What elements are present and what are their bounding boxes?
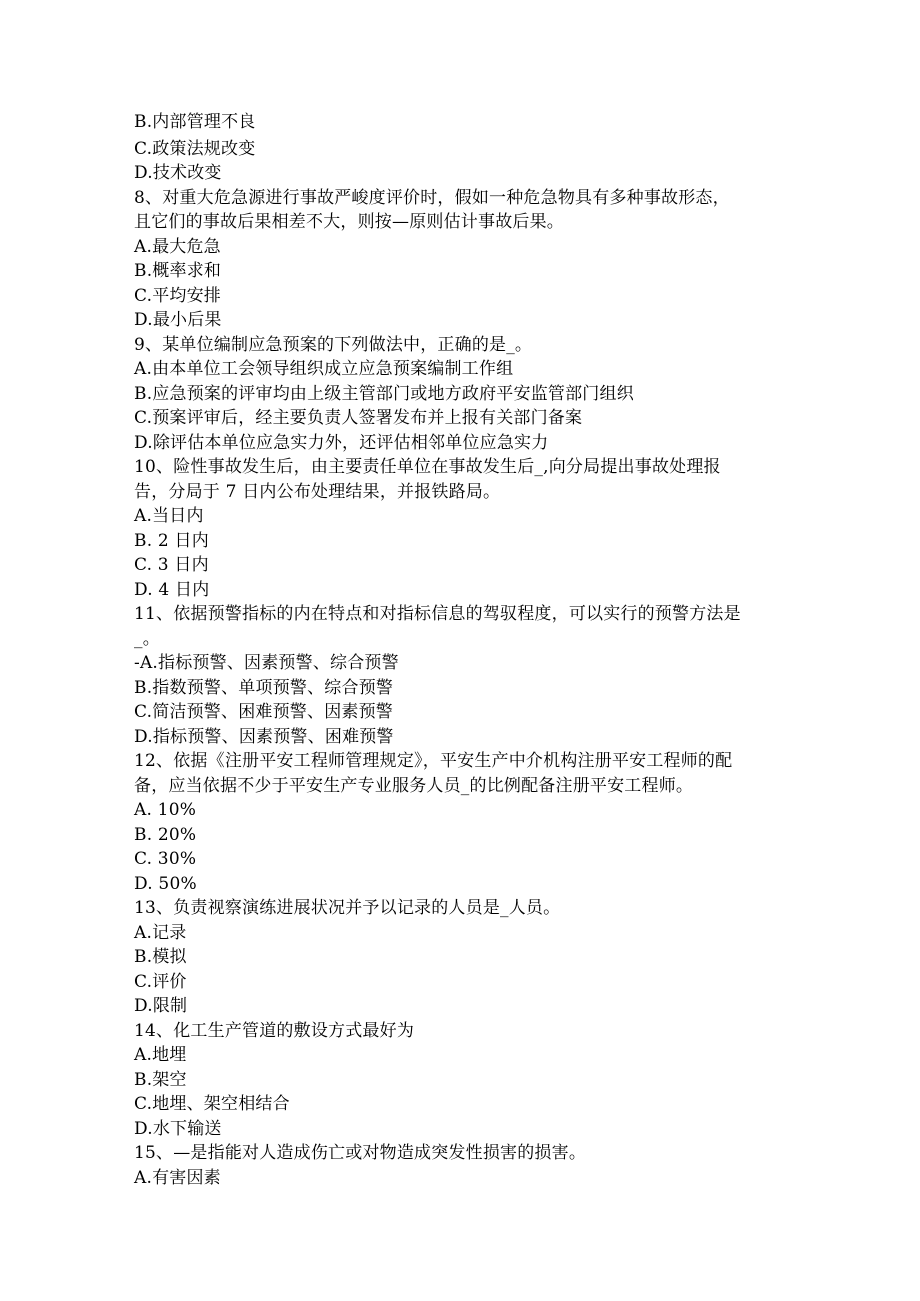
document-body <box>134 110 790 1190</box>
option-line: C.政策法规改变 <box>134 138 256 159</box>
option-line: D.最小后果 <box>134 310 222 330</box>
question-line: 12、依据《注册平安工程师管理规定》，平安生产中介机构注册平安工程师的配 <box>134 751 733 771</box>
option-line: B.概率求和 <box>134 261 222 281</box>
option-line: D. 50% <box>134 873 197 894</box>
option-line: D.除评估本单位应急实力外，还评估相邻单位应急实力 <box>134 432 549 453</box>
option-line: A.由本单位工会领导组织成立应急预案编制工作组 <box>134 359 514 379</box>
option-line: A.有害因素 <box>134 1167 221 1188</box>
option-line: A.最大危急 <box>134 236 221 257</box>
option-line: A. 10% <box>134 800 197 820</box>
option-line: C.预案评审后，经主要负责人签署发布并上报有关部门备案 <box>134 408 583 428</box>
option-line: D.技术改变 <box>134 163 222 183</box>
option-line: A.当日内 <box>134 506 204 526</box>
option-line: C. 30% <box>134 849 197 869</box>
question-line: _。 <box>134 628 160 649</box>
option-line: D.水下输送 <box>134 1118 222 1139</box>
option-line: D. 4 日内 <box>134 579 210 600</box>
question-line: 14、化工生产管道的敷设方式最好为 <box>134 1020 415 1041</box>
question-line: 10、险性事故发生后，由主要责任单位在事故发生后_,向分局提出事故处理报 <box>134 457 721 477</box>
option-line: C. 3 日内 <box>134 555 209 575</box>
option-line: C.评价 <box>134 971 187 992</box>
option-line: B. 20% <box>134 824 197 845</box>
option-line: C.地埋、架空相结合 <box>134 1094 290 1114</box>
option-line: D.指标预警、因素预警、困难预警 <box>134 726 394 747</box>
option-line: B.架空 <box>134 1069 187 1090</box>
question-line: 告，分局于 7 日内公布处理结果，并报铁路局。 <box>134 481 501 502</box>
option-line: D.限制 <box>134 996 188 1016</box>
option-line: B.应急预案的评审均由上级主管部门或地方政府平安监管部门组织 <box>134 383 634 404</box>
option-line: B.指数预警、单项预警、综合预警 <box>134 677 394 698</box>
option-line: A.记录 <box>134 922 187 943</box>
option-line: C.简洁预警、困难预警、因素预警 <box>134 702 394 722</box>
question-line: 且它们的事故后果相差不大，则按—原则估计事故后果。 <box>134 212 564 232</box>
question-line: 9、某单位编制应急预案的下列做法中，正确的是_。 <box>134 334 533 355</box>
question-line: 15、—是指能对人造成伤亡或对物造成突发性损害的损害。 <box>134 1143 587 1163</box>
option-line: -A.指标预警、因素预警、综合预警 <box>134 653 399 673</box>
option-line: B. 2 日内 <box>134 530 209 551</box>
question-line: 13、负责视察演练进展状况并予以记录的人员是_人员。 <box>134 898 561 918</box>
option-line: B.内部管理不良 <box>134 112 256 132</box>
option-line: C.平均安排 <box>134 285 222 306</box>
question-line: 8、对重大危急源进行事故严峻度评价时，假如一种危急物具有多种事故形态， <box>134 187 730 208</box>
option-line: A.地埋 <box>134 1045 187 1065</box>
question-line: 备，应当依据不少于平安生产专业服务人员_的比例配备注册平安工程师。 <box>134 775 694 796</box>
question-line: 11、依据预警指标的内在特点和对指标信息的驾驭程度，可以实行的预警方法是 <box>134 604 741 624</box>
option-line: B.模拟 <box>134 947 187 967</box>
